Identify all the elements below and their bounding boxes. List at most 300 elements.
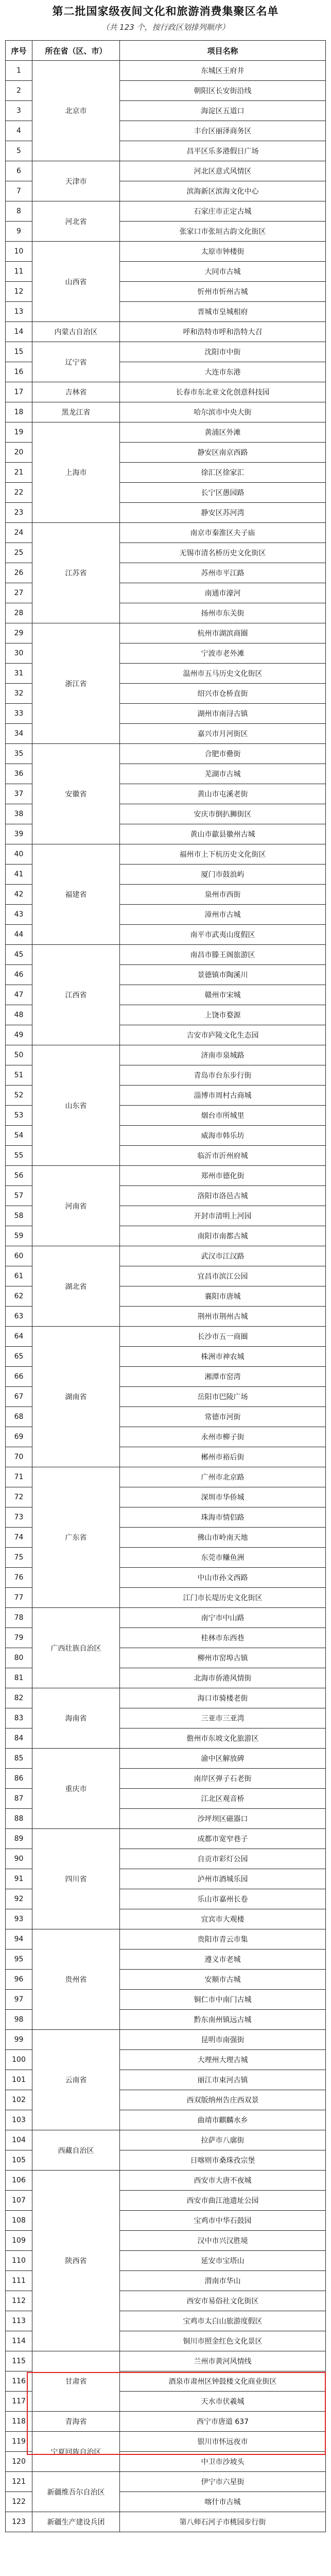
project-name: 成都市宽窄巷子 <box>120 1829 326 1849</box>
row-index: 62 <box>6 1286 32 1307</box>
row-index: 96 <box>6 1970 32 1990</box>
row-index: 87 <box>6 1789 32 1809</box>
region-cell: 辽宁省 <box>32 342 120 382</box>
header-project: 项目名称 <box>120 41 326 61</box>
row-index: 12 <box>6 282 32 302</box>
row-index: 109 <box>6 2231 32 2251</box>
project-name: 烟台市所城里 <box>120 1106 326 1126</box>
row-index: 36 <box>6 764 32 784</box>
region-cell: 广东省 <box>32 1467 120 1608</box>
project-name: 南阳市南都古城 <box>120 1226 326 1246</box>
project-name: 江门市长堤历史文化街区 <box>120 1588 326 1608</box>
table-header-row <box>6 41 326 61</box>
row-index: 23 <box>6 503 32 523</box>
row-index: 76 <box>6 1568 32 1588</box>
project-name: 贵阳市青云市集 <box>120 1929 326 1950</box>
project-name: 株洲市神农城 <box>120 1347 326 1367</box>
project-name: 沙坪坝区磁器口 <box>120 1809 326 1829</box>
project-name: 儋州市东坡文化旅游区 <box>120 1728 326 1749</box>
project-name: 常德市河街 <box>120 1407 326 1427</box>
project-name: 忻州市忻州古城 <box>120 282 326 302</box>
project-name: 大同市古城 <box>120 262 326 282</box>
row-index: 61 <box>6 1266 32 1286</box>
row-index: 48 <box>6 1005 32 1025</box>
row-index: 1 <box>6 61 32 81</box>
project-name: 南通市濠河 <box>120 583 326 603</box>
region-cell: 湖北省 <box>32 1246 120 1327</box>
project-name: 南岸区弹子石老街 <box>120 1769 326 1789</box>
row-index: 17 <box>6 382 32 402</box>
project-name: 黄山市屯溪老街 <box>120 784 326 804</box>
row-index: 59 <box>6 1226 32 1246</box>
project-name: 第八师石河子市桃园步行街 <box>120 2512 326 2532</box>
row-index: 106 <box>6 2171 32 2191</box>
project-name: 绍兴市仓桥直街 <box>120 684 326 704</box>
project-name: 曲靖市麒麟水乡 <box>120 2110 326 2130</box>
project-name: 黄浦区外滩 <box>120 422 326 443</box>
row-index: 58 <box>6 1206 32 1226</box>
project-name: 三亚市三亚湾 <box>120 1708 326 1728</box>
table-row <box>6 322 326 342</box>
row-index: 70 <box>6 1447 32 1467</box>
row-index: 42 <box>6 885 32 905</box>
project-name: 温州市五马历史文化街区 <box>120 664 326 684</box>
row-index: 112 <box>6 2291 32 2311</box>
region-cell: 上海市 <box>32 422 120 523</box>
row-index: 49 <box>6 1025 32 1045</box>
project-name: 丽江市束河古镇 <box>120 2070 326 2090</box>
row-index: 47 <box>6 985 32 1005</box>
row-index: 113 <box>6 2311 32 2331</box>
table-row <box>6 61 326 81</box>
project-name: 郴州市裕后街 <box>120 1447 326 1467</box>
table-row <box>6 2432 326 2452</box>
row-index: 39 <box>6 824 32 844</box>
row-index: 3 <box>6 101 32 121</box>
project-name: 佛山市岭南天地 <box>120 1528 326 1548</box>
row-index: 9 <box>6 222 32 242</box>
table-row <box>6 201 326 222</box>
row-index: 105 <box>6 2150 32 2171</box>
project-name: 酒泉市肃州区钟鼓楼文化商业街区 <box>120 2371 326 2392</box>
row-index: 82 <box>6 1688 32 1708</box>
region-cell: 内蒙古自治区 <box>32 322 120 342</box>
project-name: 太原市钟楼街 <box>120 242 326 262</box>
row-index: 45 <box>6 945 32 965</box>
row-index: 101 <box>6 2070 32 2090</box>
row-index: 67 <box>6 1387 32 1407</box>
row-index: 69 <box>6 1427 32 1447</box>
table-row <box>6 342 326 362</box>
project-name: 湖州市南浔古镇 <box>120 704 326 724</box>
region-cell: 云南省 <box>32 2030 120 2130</box>
project-name: 海口市骑楼老街 <box>120 1688 326 1708</box>
project-name: 乐山市嘉州长卷 <box>120 1889 326 1909</box>
row-index: 27 <box>6 583 32 603</box>
row-index: 78 <box>6 1608 32 1628</box>
table-row <box>6 402 326 422</box>
project-name: 厦门市鼓浪屿 <box>120 865 326 885</box>
row-index: 15 <box>6 342 32 362</box>
region-cell: 河南省 <box>32 1166 120 1246</box>
project-name: 延安市宝塔山 <box>120 2251 326 2271</box>
project-name: 渝中区解放碑 <box>120 1749 326 1769</box>
row-index: 22 <box>6 483 32 503</box>
project-name: 石家庄市正定古城 <box>120 201 326 222</box>
project-name: 晋城市皇城相府 <box>120 302 326 322</box>
table-row <box>6 1166 326 1186</box>
project-name: 静安区南京西路 <box>120 443 326 463</box>
region-cell: 河北省 <box>32 201 120 242</box>
table-row <box>6 1327 326 1347</box>
row-index: 97 <box>6 1990 32 2010</box>
region-cell: 湖南省 <box>32 1327 120 1467</box>
project-name: 杭州市湖滨商圈 <box>120 623 326 643</box>
row-index: 118 <box>6 2412 32 2432</box>
project-name: 中山市孙文西路 <box>120 1568 326 1588</box>
region-cell: 浙江省 <box>32 623 120 744</box>
project-name: 汉中市兴汉胜境 <box>120 2231 326 2251</box>
row-index: 92 <box>6 1889 32 1909</box>
row-index: 55 <box>6 1146 32 1166</box>
row-index: 31 <box>6 664 32 684</box>
row-index: 117 <box>6 2392 32 2412</box>
region-cell: 江苏省 <box>32 523 120 623</box>
row-index: 94 <box>6 1929 32 1950</box>
row-index: 110 <box>6 2251 32 2271</box>
row-index: 115 <box>6 2351 32 2371</box>
project-name: 黔东南州镇远古城 <box>120 2010 326 2030</box>
project-name: 昌平区乐多港假日广场 <box>120 141 326 161</box>
project-name: 江北区观音桥 <box>120 1789 326 1809</box>
region-cell: 西藏自治区 <box>32 2130 120 2171</box>
row-index: 93 <box>6 1909 32 1929</box>
table-row <box>6 1467 326 1487</box>
row-index: 14 <box>6 322 32 342</box>
project-name: 安庆市倒扒狮街区 <box>120 804 326 824</box>
row-index: 8 <box>6 201 32 222</box>
row-index: 26 <box>6 563 32 583</box>
project-name: 嘉兴市月河街区 <box>120 724 326 744</box>
project-name: 银川市怀远夜市 <box>120 2432 326 2452</box>
project-name: 泸州市酒城乐园 <box>120 1869 326 1889</box>
project-name: 上饶市婺源 <box>120 1005 326 1025</box>
region-cell: 黑龙江省 <box>32 402 120 422</box>
project-name: 河北区意式风情区 <box>120 161 326 181</box>
project-name: 徐汇区徐家汇 <box>120 463 326 483</box>
row-index: 99 <box>6 2030 32 2050</box>
project-name: 天水市伏羲城 <box>120 2392 326 2412</box>
table-row <box>6 2030 326 2050</box>
table-row <box>6 2171 326 2191</box>
row-index: 44 <box>6 925 32 945</box>
table-row <box>6 382 326 402</box>
row-index: 51 <box>6 1065 32 1086</box>
region-cell: 甘肃省 <box>32 2351 120 2412</box>
row-index: 29 <box>6 623 32 643</box>
row-index: 81 <box>6 1668 32 1688</box>
table-row <box>6 1688 326 1708</box>
region-cell: 安徽省 <box>32 744 120 844</box>
project-name: 永州市柳子街 <box>120 1427 326 1447</box>
project-name: 长宁区愚园路 <box>120 483 326 503</box>
project-name: 滨海新区滨海文化中心 <box>120 181 326 201</box>
project-name: 遵义市老城 <box>120 1950 326 1970</box>
project-name: 自贡市彩灯公园 <box>120 1849 326 1869</box>
row-index: 25 <box>6 543 32 563</box>
project-name: 无锡市清名桥历史文化街区 <box>120 543 326 563</box>
project-name: 威海市韩乐坊 <box>120 1126 326 1146</box>
row-index: 30 <box>6 643 32 664</box>
row-index: 107 <box>6 2191 32 2211</box>
region-cell: 北京市 <box>32 61 120 161</box>
row-index: 18 <box>6 402 32 422</box>
project-name: 长沙市五一商圈 <box>120 1327 326 1347</box>
row-index: 52 <box>6 1086 32 1106</box>
row-index: 2 <box>6 81 32 101</box>
project-name: 漳州市古城 <box>120 905 326 925</box>
row-index: 56 <box>6 1166 32 1186</box>
project-name: 大连市东港 <box>120 362 326 382</box>
table-row <box>6 945 326 965</box>
table-row <box>6 2512 326 2532</box>
project-name: 呼和浩特市呼和浩特大召 <box>120 322 326 342</box>
project-name: 襄阳市唐城 <box>120 1286 326 1307</box>
project-name: 开封市清明上河园 <box>120 1206 326 1226</box>
row-index: 50 <box>6 1045 32 1065</box>
region-cell: 天津市 <box>32 161 120 201</box>
header-region: 所在省（区、市） <box>32 41 120 61</box>
project-name: 南平市武夷山度假区 <box>120 925 326 945</box>
project-name: 泉州市西街 <box>120 885 326 905</box>
project-name: 南宁市中山路 <box>120 1608 326 1628</box>
row-index: 89 <box>6 1829 32 1849</box>
project-name: 西安市曲江池遗址公园 <box>120 2191 326 2211</box>
row-index: 6 <box>6 161 32 181</box>
project-name: 丰台区丽泽商务区 <box>120 121 326 141</box>
project-name: 荆州市荆州古城 <box>120 1307 326 1327</box>
project-name: 济南市泉城路 <box>120 1045 326 1065</box>
project-name: 宝鸡市太白山旅游度假区 <box>120 2311 326 2331</box>
row-index: 32 <box>6 684 32 704</box>
row-index: 75 <box>6 1548 32 1568</box>
row-index: 77 <box>6 1588 32 1608</box>
project-name: 宜宾市大观楼 <box>120 1909 326 1929</box>
row-index: 120 <box>6 2452 32 2472</box>
project-name: 宜昌市滨江公园 <box>120 1266 326 1286</box>
row-index: 4 <box>6 121 32 141</box>
row-index: 71 <box>6 1467 32 1487</box>
project-name: 兰州市黄河风情线 <box>120 2351 326 2371</box>
row-index: 121 <box>6 2472 32 2492</box>
row-index: 57 <box>6 1186 32 1206</box>
project-name: 珠海市情侣路 <box>120 1507 326 1528</box>
row-index: 20 <box>6 443 32 463</box>
project-name: 昆明市南强街 <box>120 2030 326 2050</box>
table-row <box>6 1608 326 1628</box>
row-index: 95 <box>6 1950 32 1970</box>
table-row <box>6 1929 326 1950</box>
project-name: 拉萨市八廓街 <box>120 2130 326 2150</box>
row-index: 111 <box>6 2271 32 2291</box>
cluster-list-table <box>5 40 326 2532</box>
row-index: 7 <box>6 181 32 201</box>
row-index: 60 <box>6 1246 32 1266</box>
project-name: 北海市侨港风情街 <box>120 1668 326 1688</box>
row-index: 103 <box>6 2110 32 2130</box>
project-name: 吉安市庐陵文化生态园 <box>120 1025 326 1045</box>
project-name: 景德镇市陶溪川 <box>120 965 326 985</box>
row-index: 11 <box>6 262 32 282</box>
table-body <box>6 61 326 2532</box>
project-name: 芜湖市古城 <box>120 764 326 784</box>
project-name: 伊宁市六星街 <box>120 2472 326 2492</box>
table-row <box>6 1749 326 1769</box>
row-index: 84 <box>6 1728 32 1749</box>
row-index: 53 <box>6 1106 32 1126</box>
row-index: 37 <box>6 784 32 804</box>
project-name: 赣州市宋城 <box>120 985 326 1005</box>
project-name: 苏州市平江路 <box>120 563 326 583</box>
row-index: 41 <box>6 865 32 885</box>
region-cell: 青海省 <box>32 2412 120 2432</box>
project-name: 扬州市东关街 <box>120 603 326 623</box>
project-name: 西安市易俗社文化街区 <box>120 2291 326 2311</box>
row-index: 63 <box>6 1307 32 1327</box>
project-name: 安顺市古城 <box>120 1970 326 1990</box>
region-cell: 山东省 <box>32 1045 120 1166</box>
table-row <box>6 844 326 865</box>
table-row <box>6 2351 326 2371</box>
row-index: 28 <box>6 603 32 623</box>
row-index: 91 <box>6 1869 32 1889</box>
row-index: 79 <box>6 1628 32 1648</box>
project-name: 铜仁市中南门古城 <box>120 1990 326 2010</box>
region-cell: 新疆维吾尔自治区 <box>32 2472 120 2512</box>
table-row <box>6 161 326 181</box>
row-index: 90 <box>6 1849 32 1869</box>
table-row <box>6 242 326 262</box>
project-name: 合肥市罍街 <box>120 744 326 764</box>
row-index: 54 <box>6 1126 32 1146</box>
row-index: 43 <box>6 905 32 925</box>
table-row <box>6 523 326 543</box>
project-name: 岳阳市巴陵广场 <box>120 1387 326 1407</box>
project-name: 宁波市老外滩 <box>120 643 326 664</box>
row-index: 72 <box>6 1487 32 1507</box>
row-index: 10 <box>6 242 32 262</box>
region-cell: 贵州省 <box>32 1929 120 2030</box>
table-row <box>6 1246 326 1266</box>
project-name: 中卫市沙坡头 <box>120 2452 326 2472</box>
project-name: 铜川市照金红色文化景区 <box>120 2331 326 2351</box>
row-index: 34 <box>6 724 32 744</box>
project-name: 东莞市鳒鱼洲 <box>120 1548 326 1568</box>
row-index: 46 <box>6 965 32 985</box>
row-index: 16 <box>6 362 32 382</box>
table-row <box>6 1829 326 1849</box>
row-index: 108 <box>6 2211 32 2231</box>
project-name: 南昌市滕王阁旅游区 <box>120 945 326 965</box>
project-name: 柳州市窑埠古镇 <box>120 1648 326 1668</box>
project-name: 张家口市张垣古韵文化街区 <box>120 222 326 242</box>
project-name: 宝鸡市中华石鼓园 <box>120 2211 326 2231</box>
project-name: 西宁市唐道 637 <box>120 2412 326 2432</box>
table-row <box>6 1045 326 1065</box>
row-index: 68 <box>6 1407 32 1427</box>
project-name: 西双版纳州告庄西双景 <box>120 2090 326 2110</box>
row-index: 35 <box>6 744 32 764</box>
row-index: 116 <box>6 2371 32 2392</box>
row-index: 74 <box>6 1528 32 1548</box>
project-name: 沈阳市中街 <box>120 342 326 362</box>
project-name: 桂林市东西巷 <box>120 1628 326 1648</box>
page-subtitle: （共 123 个，按行政区划排列顺序） <box>101 23 230 32</box>
table-row <box>6 744 326 764</box>
project-name: 黄山市歙县徽州古城 <box>120 824 326 844</box>
row-index: 64 <box>6 1327 32 1347</box>
row-index: 21 <box>6 463 32 483</box>
row-index: 40 <box>6 844 32 865</box>
project-name: 静安区苏河湾 <box>120 503 326 523</box>
project-name: 朝阳区长安街沿线 <box>120 81 326 101</box>
table-row <box>6 2412 326 2432</box>
row-index: 66 <box>6 1367 32 1387</box>
project-name: 湘潭市窑湾 <box>120 1367 326 1387</box>
table-row <box>6 2130 326 2150</box>
region-cell: 福建省 <box>32 844 120 945</box>
row-index: 98 <box>6 2010 32 2030</box>
project-name: 哈尔滨市中央大街 <box>120 402 326 422</box>
row-index: 86 <box>6 1769 32 1789</box>
region-cell: 吉林省 <box>32 382 120 402</box>
region-cell: 海南省 <box>32 1688 120 1749</box>
row-index: 85 <box>6 1749 32 1769</box>
project-name: 长春市东北亚文化创意科技园 <box>120 382 326 402</box>
row-index: 33 <box>6 704 32 724</box>
row-index: 80 <box>6 1648 32 1668</box>
row-index: 114 <box>6 2331 32 2351</box>
row-index: 119 <box>6 2432 32 2452</box>
row-index: 24 <box>6 523 32 543</box>
row-index: 19 <box>6 422 32 443</box>
row-index: 65 <box>6 1347 32 1367</box>
project-name: 喀什市古城 <box>120 2492 326 2512</box>
row-index: 88 <box>6 1809 32 1829</box>
region-cell: 广西壮族自治区 <box>32 1608 120 1688</box>
row-index: 104 <box>6 2130 32 2150</box>
project-name: 郑州市德化街 <box>120 1166 326 1186</box>
row-index: 100 <box>6 2050 32 2070</box>
project-name: 大理州大理古城 <box>120 2050 326 2070</box>
region-cell: 新疆生产建设兵团 <box>32 2512 120 2532</box>
project-name: 南京市秦淮区夫子庙 <box>120 523 326 543</box>
row-index: 73 <box>6 1507 32 1528</box>
region-cell: 江西省 <box>32 945 120 1045</box>
project-name: 海淀区五道口 <box>120 101 326 121</box>
region-cell: 重庆市 <box>32 1749 120 1829</box>
row-index: 122 <box>6 2492 32 2512</box>
region-cell: 陕西省 <box>32 2171 120 2351</box>
project-name: 渭南市华山 <box>120 2271 326 2291</box>
table-row <box>6 623 326 643</box>
region-cell: 四川省 <box>32 1829 120 1929</box>
project-name: 深圳市华侨城 <box>120 1487 326 1507</box>
project-name: 东城区王府井 <box>120 61 326 81</box>
row-index: 38 <box>6 804 32 824</box>
row-index: 83 <box>6 1708 32 1728</box>
project-name: 西安市大唐不夜城 <box>120 2171 326 2191</box>
